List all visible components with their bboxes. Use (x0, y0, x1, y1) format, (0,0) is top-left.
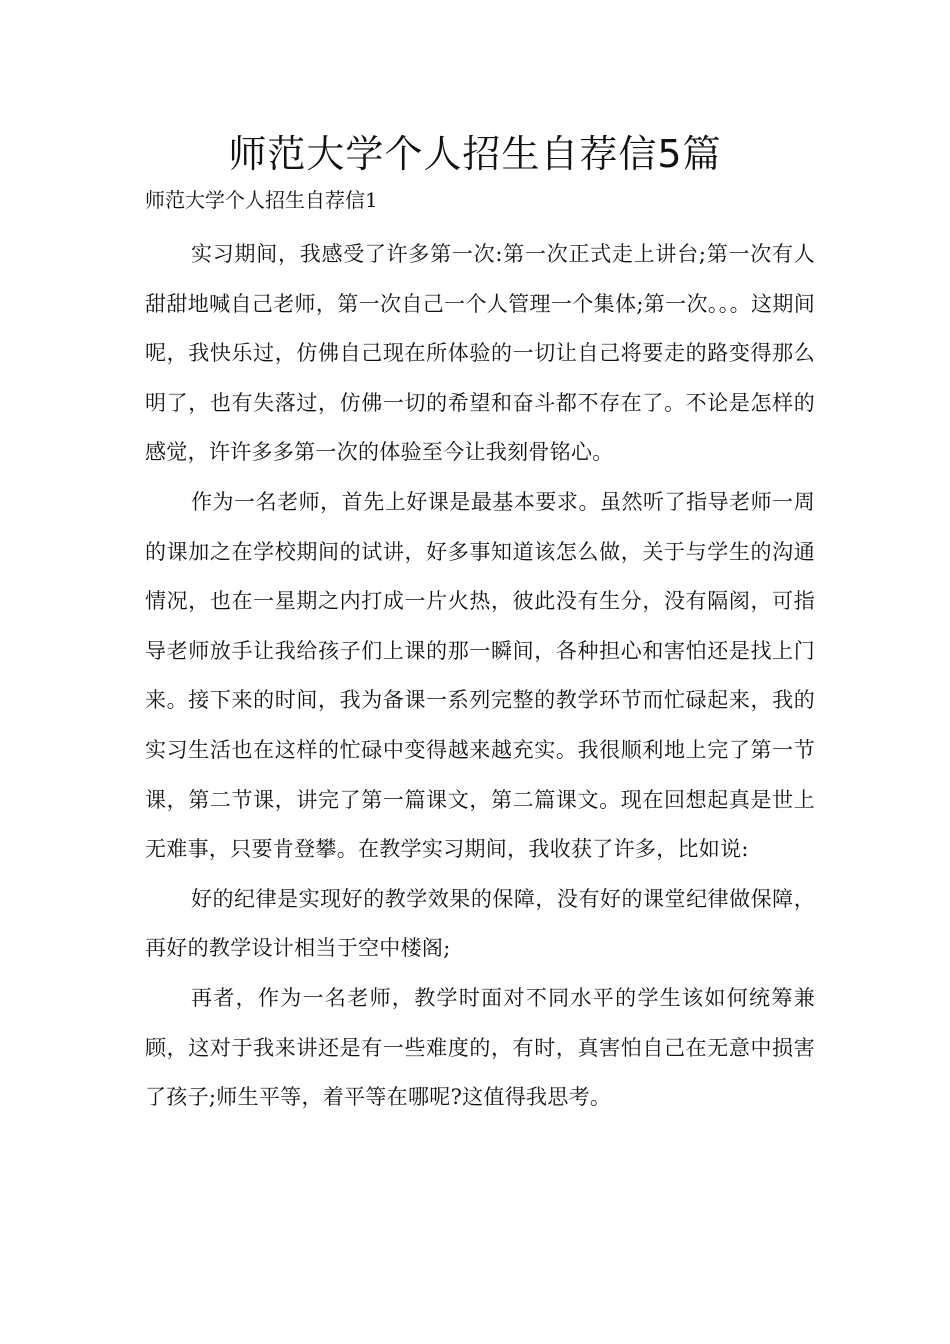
document-title: 师范大学个人招生自荐信5篇 (228, 132, 722, 176)
paragraph: 实习期间，我感受了许多第一次:第一次正式走上讲台;第一次有人甜甜地喊自己老师，第一次自己一个人管理一个集体;第一次。。。这期间呢，我快乐过，仿佛自己现在所体验的一切让自己将要走的路变得那么明了，也有失落过，仿佛一切的希望和奋斗都不存在了。不论是怎样的感觉，许许多多第一次的体验至今让我刻骨铭心。 (145, 242, 815, 465)
paragraph: 再者，作为一名老师，教学时面对不同水平的学生该如何统筹兼顾，这对于我来讲还是有一些难度的，有时，真害怕自己在无意中损害了孩子;师生平等，着平等在哪呢?这值得我思考。 (145, 985, 815, 1110)
paragraph: 好的纪律是实现好的教学效果的保障，没有好的课堂纪律做保障，再好的教学设计相当于空中楼阁; (145, 886, 815, 961)
section-heading: 师范大学个人招生自荐信1 (145, 188, 378, 212)
paragraph: 作为一名老师，首先上好课是最基本要求。虽然听了指导老师一周的课加之在学校期间的试讲，好多事知道该怎么做，关于与学生的沟通情况，也在一星期之内打成一片火热，彼此没有生分，没有隔阂，可指导老师放手让我给孩子们上课的那一瞬间，各种担心和害怕还是找上门来。接下来的时间，我为备课一系列完整的教学环节而忙碌起来，我的实习生活也在这样的忙碌中变得越来越充实。我很顺利地上完了第一节课，第二节课，讲完了第一篇课文，第二篇课文。现在回想起真是世上无难事，只要肯登攀。在教学实习期间，我收获了许多，比如说: (145, 489, 815, 862)
document-body (145, 230, 815, 1123)
